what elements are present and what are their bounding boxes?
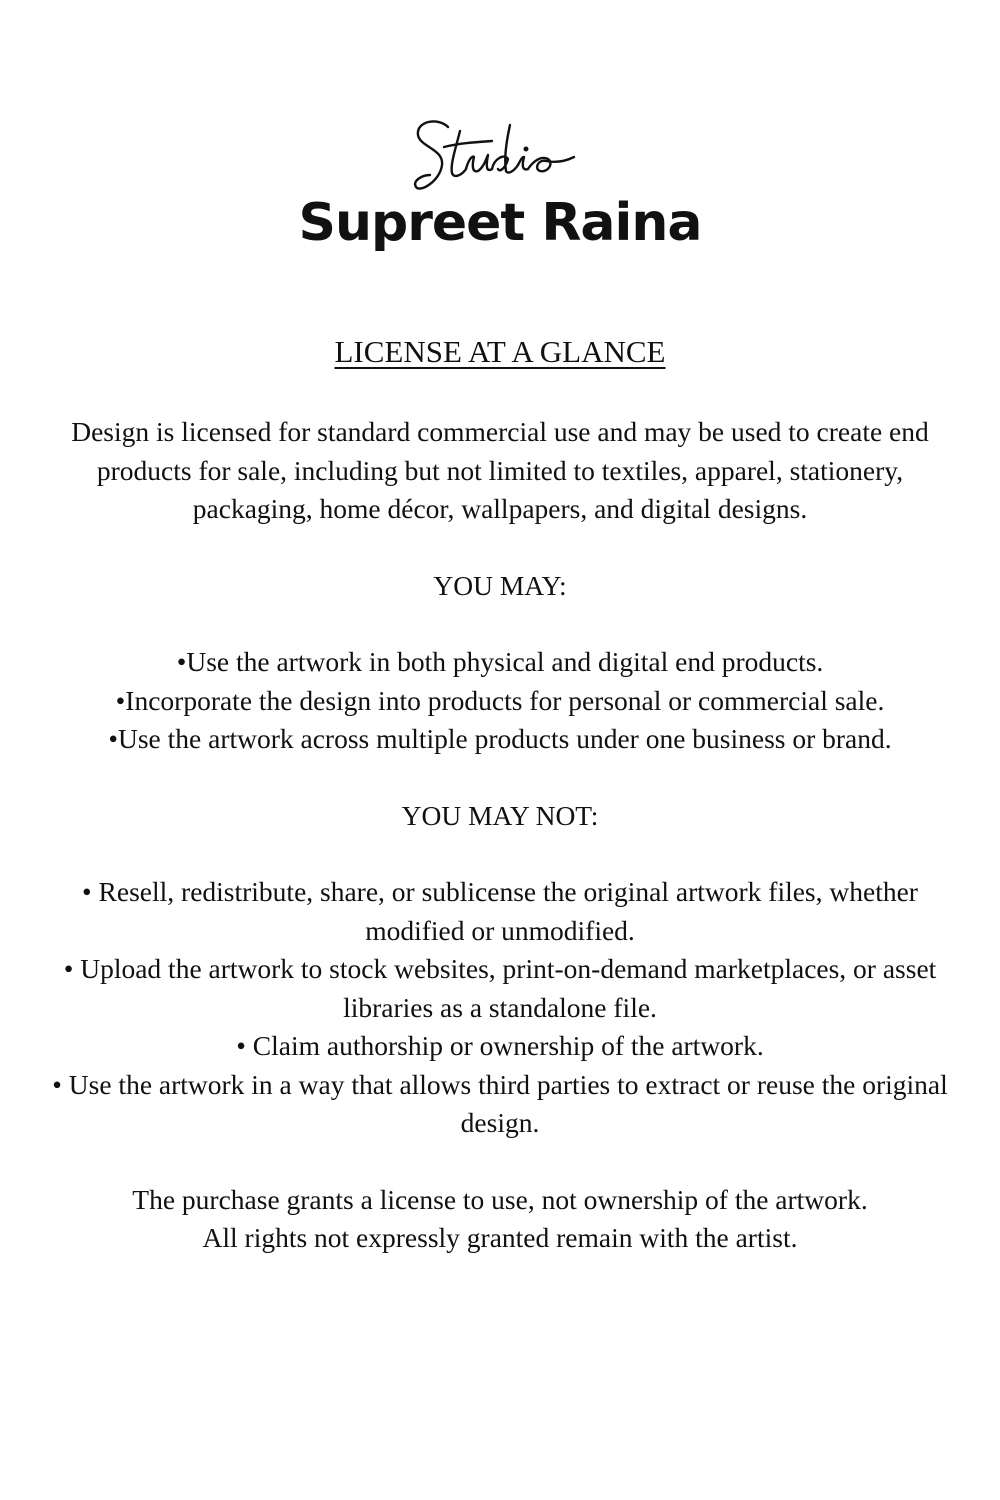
you-may-not-title: YOU MAY NOT: bbox=[401, 799, 599, 831]
bullet-icon: • bbox=[236, 1030, 246, 1061]
you-may-title: YOU MAY: bbox=[433, 569, 567, 601]
bullet-icon: • bbox=[52, 1068, 62, 1100]
bullet-icon: • bbox=[176, 646, 187, 677]
list-item: • Claim authorship or ownership of the artwork. bbox=[236, 1030, 764, 1061]
list-item: •Use the artwork in both physical and digital end products. bbox=[176, 646, 824, 677]
studio-script-logo bbox=[408, 113, 583, 203]
list-item: •Incorporate the design into products for personal or commercial sale. bbox=[115, 684, 885, 716]
list-item: • Resell, redistribute, share, or sublicense the original artwork files, whether modified or unmodified. bbox=[82, 876, 918, 946]
bullet-icon: • bbox=[63, 953, 74, 984]
closing-line: All rights not expressly granted remain with the artist. bbox=[202, 1222, 798, 1253]
brand-name: Supreet Raina bbox=[298, 193, 702, 253]
bullet-icon: • bbox=[115, 684, 126, 716]
page-title: LICENSE AT A GLANCE bbox=[334, 334, 666, 369]
you-may-list bbox=[40, 643, 960, 759]
list-item: •Use the artwork across multiple products under one business or brand. bbox=[108, 723, 892, 754]
studio-logo bbox=[0, 105, 1000, 265]
list-item: • Upload the artwork to stock websites, print-on-demand marketplaces, or asset libraries as a standalone file. bbox=[63, 953, 937, 1023]
closing-line: The purchase grants a license to use, not ownership of the artwork. bbox=[132, 1183, 868, 1215]
license-intro: Design is licensed for standard commercial use and may be used to create end products for sale, including but not limited to textiles, apparel, stationery, packaging, home décor, wallpapers, and digital designs. bbox=[71, 416, 929, 524]
closing-note bbox=[40, 1181, 960, 1258]
you-may-not-list bbox=[40, 873, 960, 1143]
list-item: • Use the artwork in a way that allows third parties to extract or reuse the original design. bbox=[52, 1068, 948, 1138]
bullet-icon: • bbox=[82, 876, 92, 907]
license-content bbox=[40, 332, 960, 1258]
bullet-icon: • bbox=[108, 723, 118, 754]
